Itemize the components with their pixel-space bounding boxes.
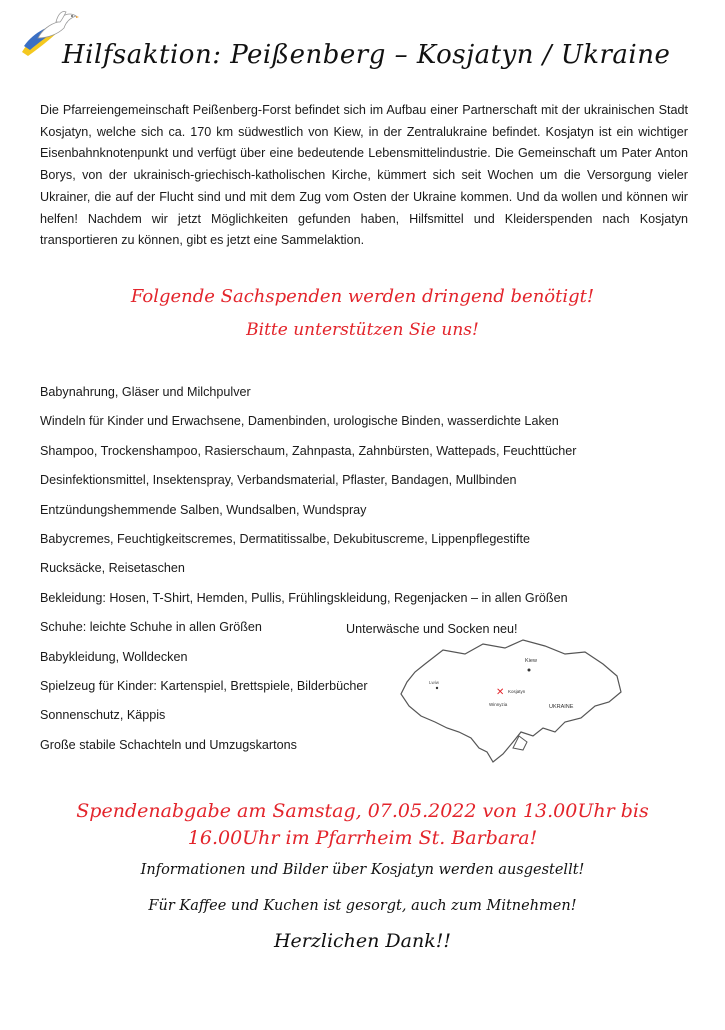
page-title: Hilfsaktion: Peißenberg – Kosjatyn / Ukraine [62, 40, 671, 70]
intro-paragraph: Die Pfarreiengemeinschaft Peißenberg-Forst befindet sich im Aufbau einer Partnerschaft mit der ukrainischen Stadt Kosjatyn, welche sich ca. 170 km südwestlich von Kiew, in der Zentralukraine befindet. Kosjatyn ist ein wichtiger Eisenbahnknotenpunkt und verfügt über eine bedeutende Lebensmittelindustrie. Die Gemeinschaft um Pater Anton Borys, von der ukrainisch-griechisch-katholischen Kirche, kümmert sich seit Wochen um die Versorgung vieler Ukrainer, die auf der Flucht sind und mit dem Zug vom Osten der Ukraine kommen. Und da wollen und können wir helfen! Nachdem wir jetzt Möglichkeiten gefunden haben, Hilfsmittel und Kleiderspenden nach Kosjatyn transportieren zu können, gibt es jetzt eine Sammelaktion. [40, 103, 688, 248]
list-item: Spielzeug für Kinder: Kartenspiel, Brettspiele, Bilderbücher [40, 678, 368, 693]
list-item: Rucksäcke, Reisetaschen [40, 561, 185, 576]
list-item: Babynahrung, Gläser und Milchpulver [40, 385, 251, 399]
kosjatyn-marker: ✕ [496, 687, 505, 698]
list-item: Bekleidung: Hosen, T-Shirt, Hemden, Pullis, Frühlingskleidung, Regenjacken – in allen Größen [40, 590, 568, 605]
list-item: Desinfektionsmittel, Insektenspray, Verbandsmaterial, Pflaster, Bandagen, Mullbinden [40, 473, 517, 488]
thanks-text: Herzlichen Dank!! [273, 930, 452, 952]
exhibition-info: Informationen und Bilder über Kosjatyn werden ausgestellt! [140, 862, 585, 878]
map-label-country: UKRAINE [549, 704, 574, 710]
map-label-kiew: Kiew [525, 658, 537, 664]
list-item: Babycremes, Feuchtigkeitscremes, Dermatitissalbe, Dekubituscreme, Lippenpflegestifte [40, 531, 530, 546]
list-item: Entzündungshemmende Salben, Wundsalben, Wundspray [40, 502, 367, 517]
list-item: Schuhe: leichte Schuhe in allen Größen [40, 620, 262, 635]
support-subheadline: Bitte unterstützen Sie uns! [246, 320, 479, 340]
ukraine-outline [401, 640, 621, 762]
donation-headline: Folgende Sachspenden werden dringend benötigt! [130, 286, 595, 307]
map-label-lviv: Lwiw [429, 680, 440, 685]
ukraine-map [395, 636, 625, 766]
list-item: Windeln für Kinder und Erwachsene, Damenbinden, urologische Binden, wasserdichte Laken [40, 414, 559, 429]
refreshments-info: Für Kaffee und Kuchen ist gesorgt, auch zum Mitnehmen! [148, 898, 577, 914]
map-label-kosjatyn: Kosjatyn [508, 689, 526, 694]
list-item: Große stabile Schachteln und Umzugskartons [40, 737, 297, 752]
list-item: Shampoo, Trockenshampoo, Rasierschaum, Zahnpasta, Zahnbürsten, Wattepads, Feuchttücher [40, 443, 577, 458]
map-label-winnyzia: Winnyzia [489, 702, 508, 707]
underwear-note: Unterwäsche und Socken neu! [346, 622, 518, 636]
list-item: Babykleidung, Wolldecken [40, 649, 188, 664]
list-item: Sonnenschutz, Käppis [40, 708, 166, 723]
event-announcement: Spendenabgabe am Samstag, 07.05.2022 von 13.00Uhr bis 16.00Uhr im Pfarrheim St. Barbara! [76, 800, 649, 849]
